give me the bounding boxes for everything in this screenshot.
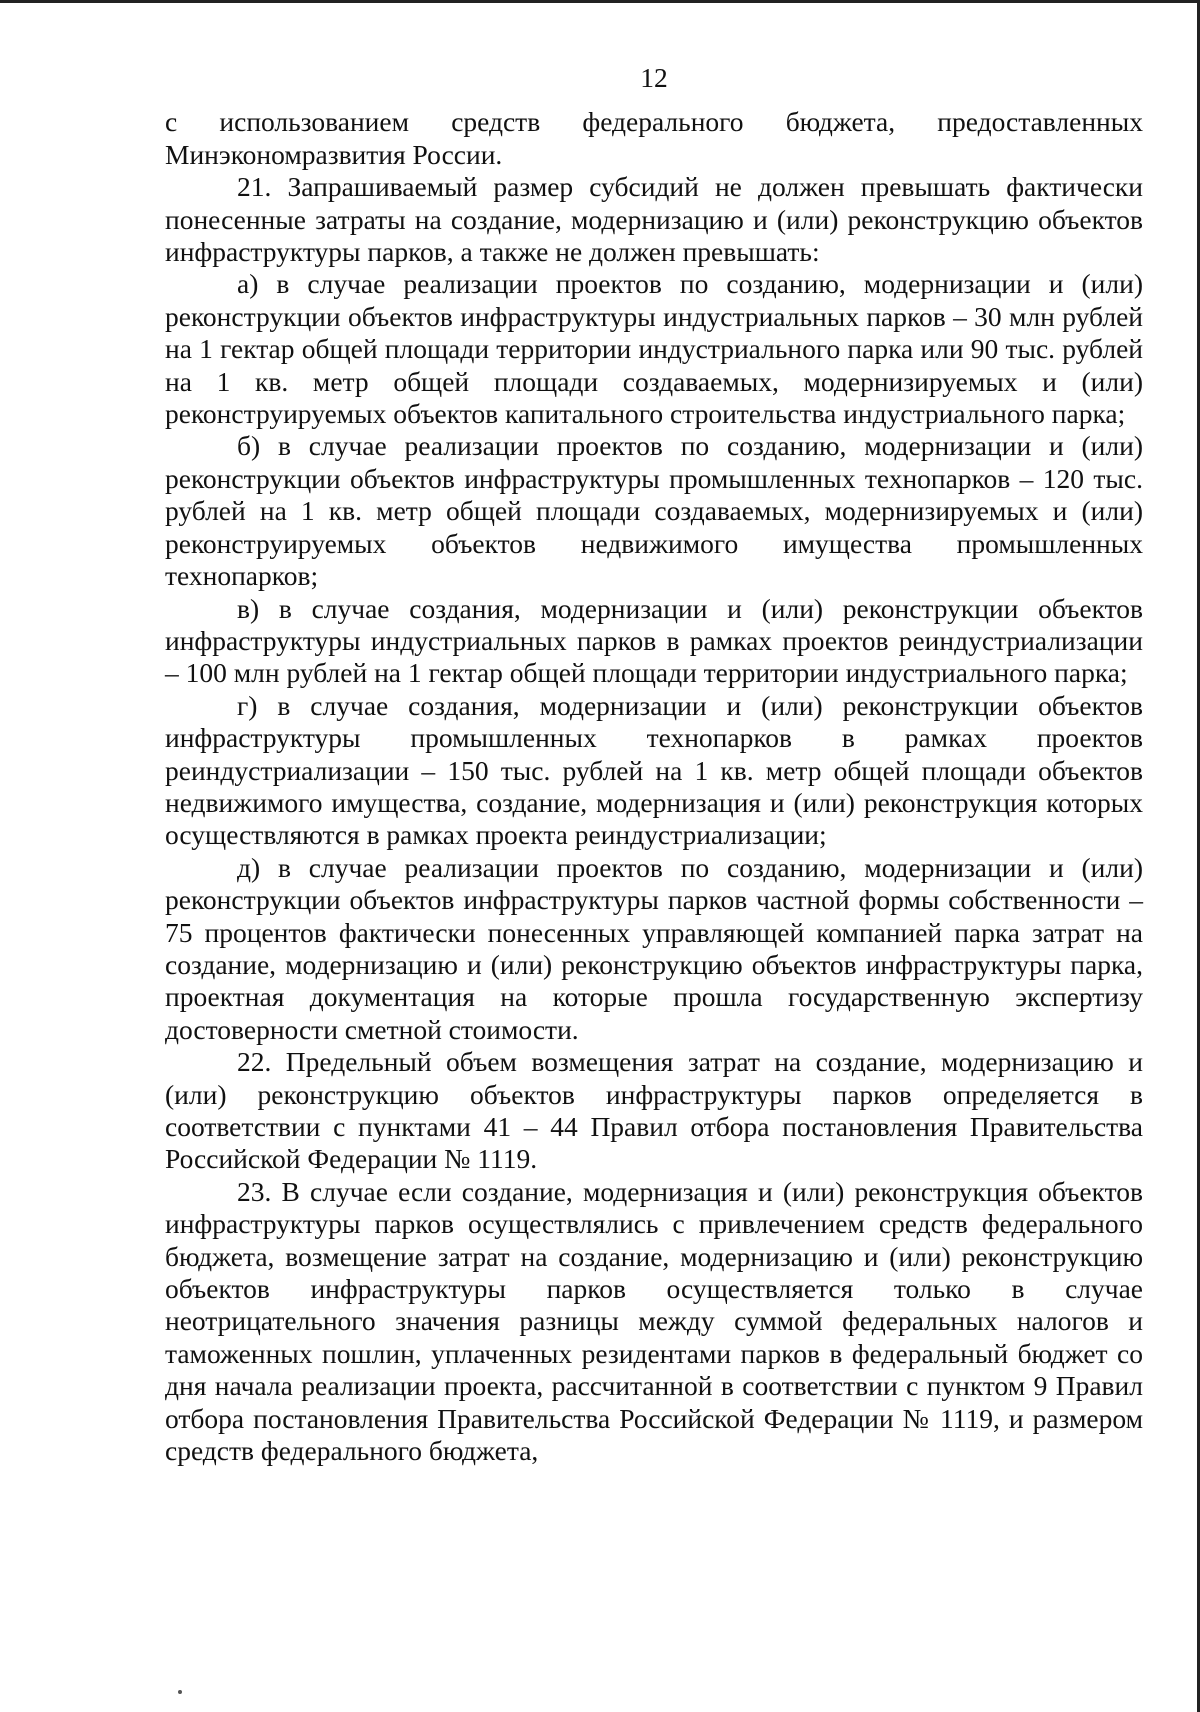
paragraph-21-g: г) в случае создания, модернизации и (или) реконструкции объектов инфраструктуры промышленных технопарков в рамках проектов реиндустриализации – 150 тыс. рублей на 1 кв. метр общей площади объектов недвижимого имущества, создание, модернизация и (или) реконструкция которых осуществляются в рамках проекта реиндустриализации; bbox=[165, 689, 1143, 851]
paragraph-23: 23. В случае если создание, модернизация и (или) реконструкция объектов инфраструктуры парков осуществлялись с привлечением средств федерального бюджета, возмещение затрат на создание, модернизацию и (или) реконструкцию объектов инфраструктуры парков осуществляется только в случае неотрицательного значения разницы между суммой федеральных налогов и таможенных пошлин, уплаченных резидентами парков в федеральный бюджет со дня начала реализации проекта, рассчитанной в соответствии с пунктом 9 Правил отбора постановления Правительства Российской Федерации № 1119, и размером средств федерального бюджета, bbox=[165, 1175, 1143, 1467]
page-number: 12 bbox=[640, 62, 668, 93]
paragraph-continuation: с использованием средств федерального бюджета, предоставленных Минэкономразвития России. bbox=[165, 106, 1143, 170]
paragraph-21-a: а) в случае реализации проектов по созданию, модернизации и (или) реконструкции объектов инфраструктуры индустриальных парков – 30 млн рублей на 1 гектар общей площади территории индустриального парка или 90 тыс. рублей на 1 кв. метр общей площади создаваемых, модернизируемых и (или) реконструируемых объектов капитального строительства индустриального парка; bbox=[165, 268, 1143, 430]
paragraph-21: 21. Запрашиваемый размер субсидий не должен превышать фактически понесенные затраты на создание, модернизацию и (или) реконструкцию объектов инфраструктуры парков, а также не должен превышать: bbox=[165, 171, 1143, 268]
paragraph-21-b: б) в случае реализации проектов по созданию, модернизации и (или) реконструкции объектов инфраструктуры промышленных технопарков – 120 тыс. рублей на 1 кв. метр общей площади создаваемых, модернизируемых и (или) реконструируемых объектов недвижимого имущества промышленных технопарков; bbox=[165, 430, 1143, 592]
paragraph-21-d: д) в случае реализации проектов по созданию, модернизации и (или) реконструкции объектов инфраструктуры парков частной формы собственности – 75 процентов фактически понесенных управляющей компанией парка затрат на создание, модернизацию и (или) реконструкцию объектов инфраструктуры парка, проектная документация на которые прошла государственную экспертизу достоверности сметной стоимости. bbox=[165, 851, 1143, 1045]
paragraph-22: 22. Предельный объем возмещения затрат на создание, модернизацию и (или) реконструкцию объектов инфраструктуры парков определяется в соответствии с пунктами 41 – 44 Правил отбора постановления Правительства Российской Федерации № 1119. bbox=[165, 1046, 1143, 1175]
document-page bbox=[165, 62, 1143, 1467]
scan-border-top bbox=[0, 0, 1200, 3]
paragraph-21-v: в) в случае создания, модернизации и (или) реконструкции объектов инфраструктуры индустриальных парков в рамках проектов реиндустриализации – 100 млн рублей на 1 гектар общей площади территории индустриального парка; bbox=[165, 592, 1143, 689]
scan-speck bbox=[178, 1690, 182, 1694]
